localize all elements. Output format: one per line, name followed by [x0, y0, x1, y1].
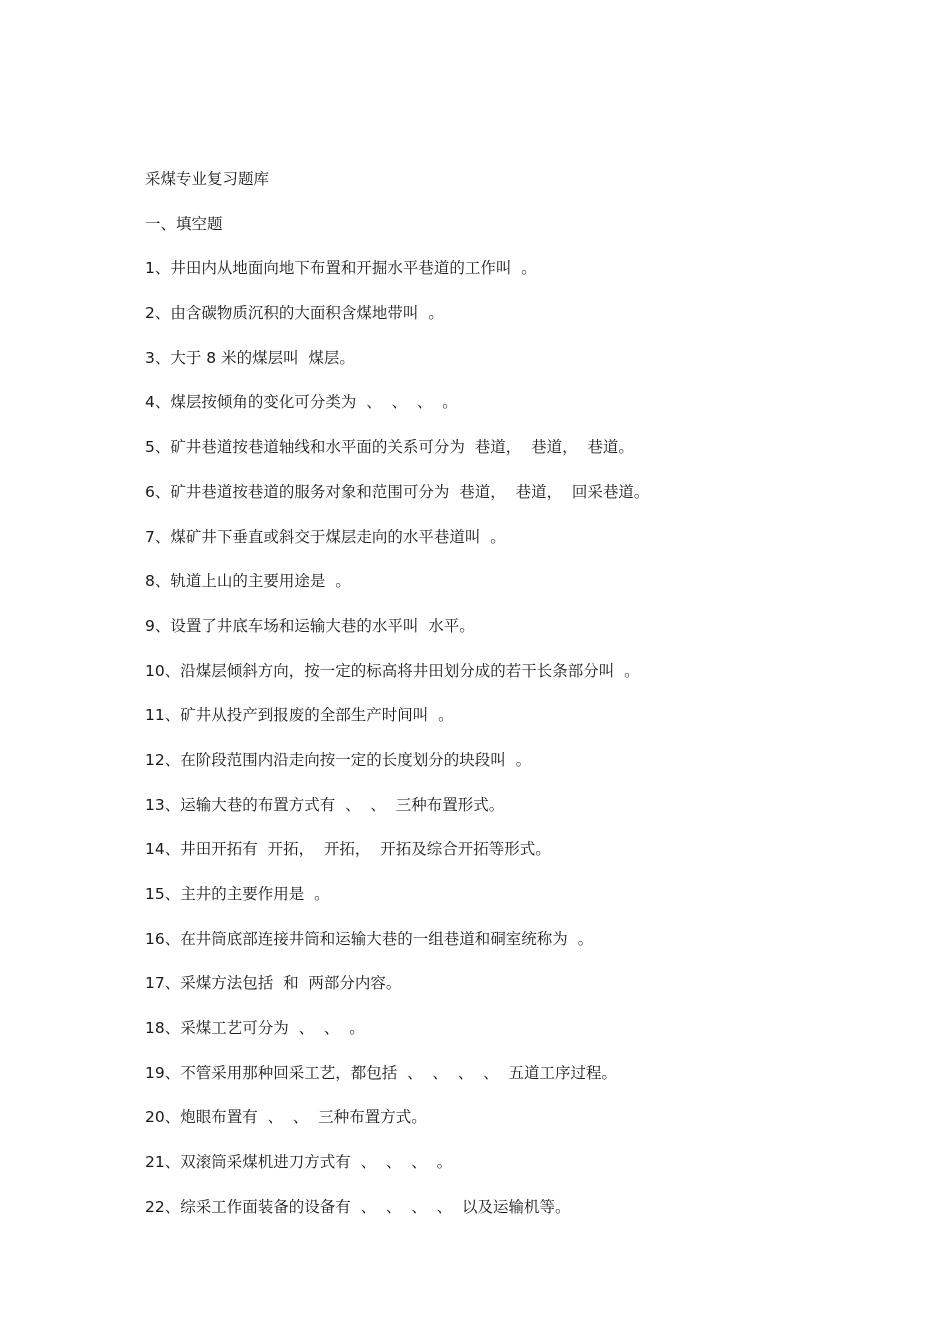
question-item: 9、设置了井底车场和运输大巷的水平叫 水平。: [145, 616, 475, 635]
question-item: 8、轨道上山的主要用途是 。: [145, 572, 351, 591]
question-item: 5、矿井巷道按巷道轴线和水平面的关系可分为 巷道， 巷道， 巷道。: [145, 438, 634, 457]
question-item: 1、井田内从地面向地下布置和开掘水平巷道的工作叫 。: [145, 259, 537, 278]
question-item: 2、由含碳物质沉积的大面积含煤地带叫 。: [145, 304, 444, 323]
question-item: 14、井田开拓有 开拓， 开拓， 开拓及综合开拓等形式。: [145, 840, 551, 859]
question-item: 19、不管采用那种回采工艺，都包括 、 、 、 、 五道工序过程。: [145, 1063, 617, 1082]
question-item: 20、炮眼布置有 、 、 三种布置方式。: [145, 1108, 427, 1127]
question-item: 12、在阶段范围内沿走向按一定的长度划分的块段叫 。: [145, 750, 532, 769]
question-item: 13、运输大巷的布置方式有 、 、 三种布置形式。: [145, 795, 505, 814]
question-item: 17、采煤方法包括 和 两部分内容。: [145, 974, 402, 993]
question-item: 11、矿井从投产到报废的全部生产时间叫 。: [145, 706, 454, 725]
section-heading: 一、填空题: [145, 214, 223, 233]
document-title: 采煤专业复习题库: [145, 170, 270, 188]
question-item: 10、沿煤层倾斜方向，按一定的标高将井田划分成的若干长条部分叫 。: [145, 661, 640, 680]
question-item: 22、综采工作面装备的设备有 、 、 、 、 以及运输机等。: [145, 1197, 571, 1216]
question-item: 4、煤层按倾角的变化可分类为 、 、 、 。: [145, 393, 458, 412]
question-item: 21、双滚筒采煤机进刀方式有 、 、 、 。: [145, 1153, 453, 1172]
question-item: 6、矿井巷道按巷道的服务对象和范围可分为 巷道， 巷道， 回采巷道。: [145, 482, 650, 501]
question-item: 18、采煤工艺可分为 、 、 。: [145, 1019, 365, 1038]
question-item: 7、煤矿井下垂直或斜交于煤层走向的水平巷道叫 。: [145, 527, 506, 546]
question-item: 3、大于 8 米的煤层叫 煤层。: [145, 348, 355, 367]
document-page: [145, 166, 845, 1239]
question-item: 16、在井筒底部连接井筒和运输大巷的一组巷道和硐室统称为 。: [145, 929, 594, 948]
question-item: 15、主井的主要作用是 。: [145, 885, 330, 903]
